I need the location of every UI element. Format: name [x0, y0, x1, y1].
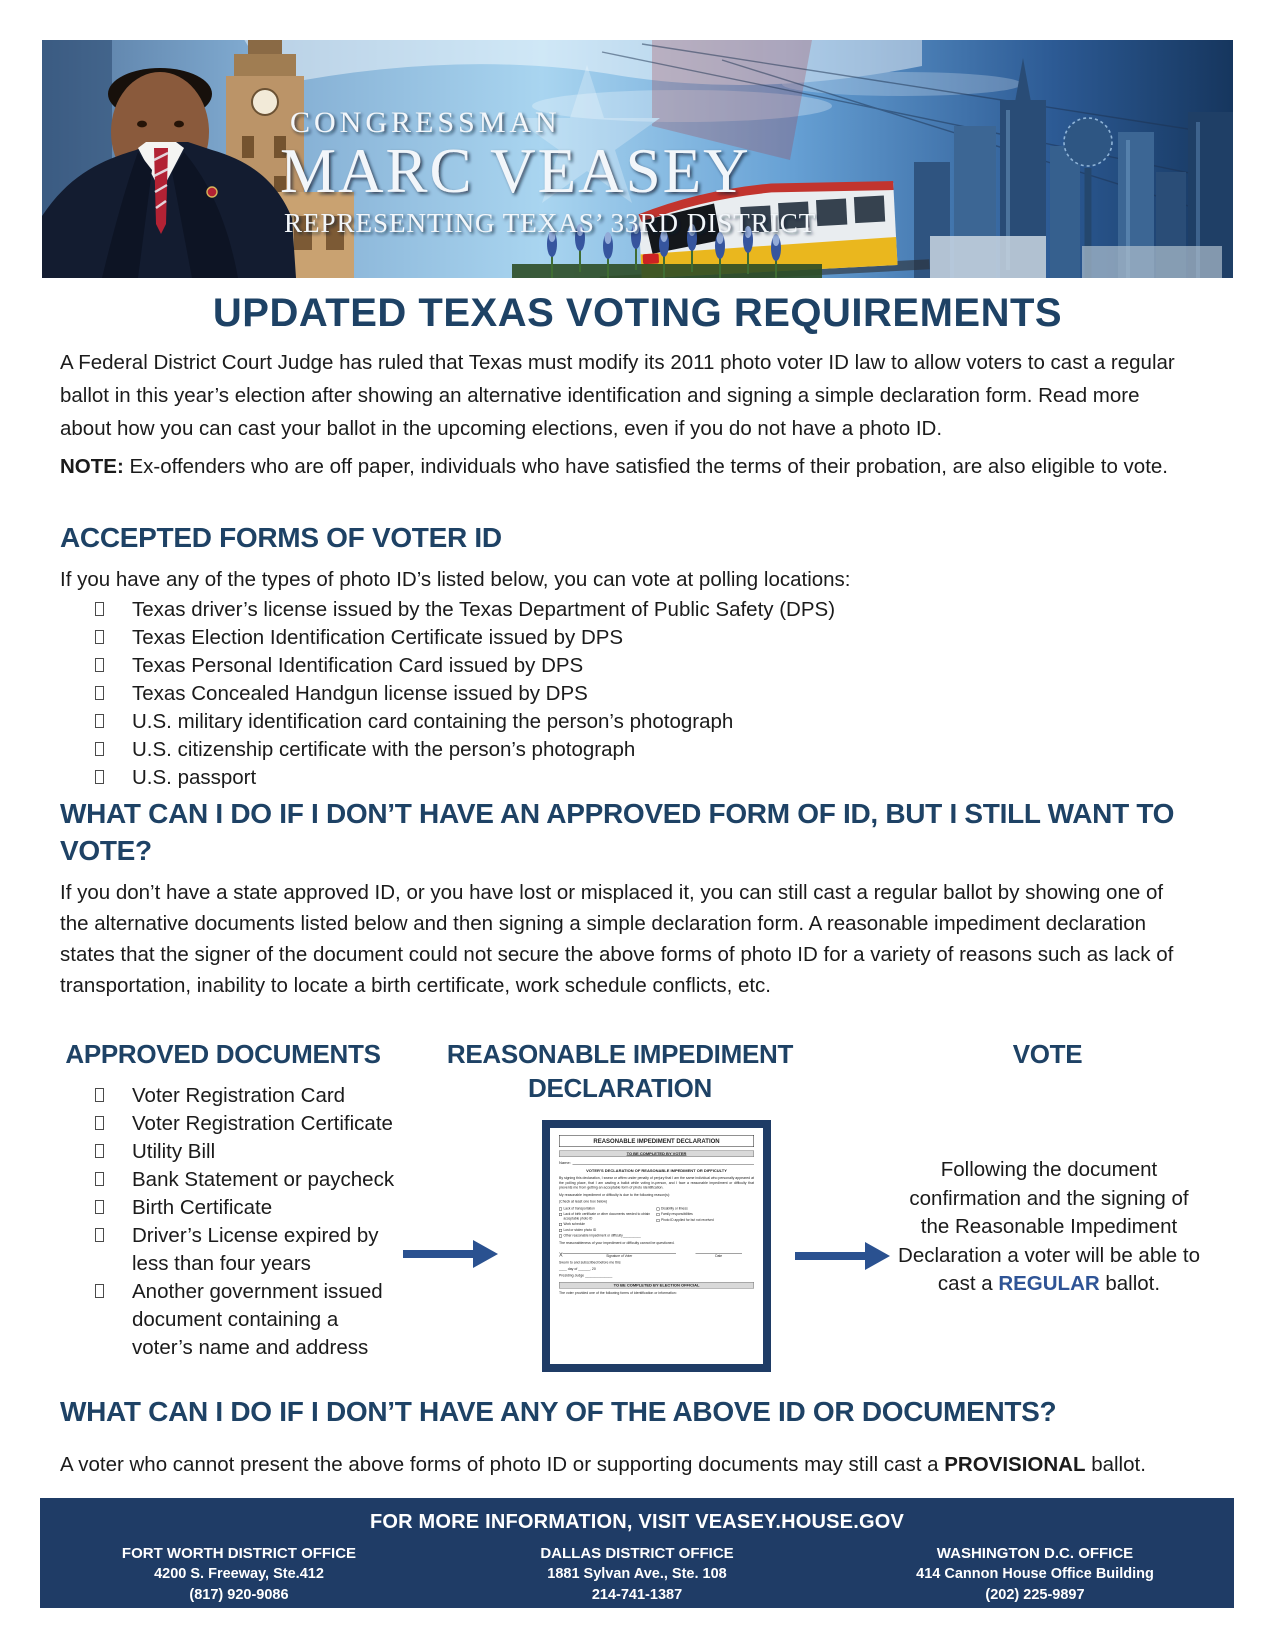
- form-name-label: Name:: [559, 1160, 571, 1165]
- checkbox-bullet-icon: [95, 1228, 104, 1242]
- form-signature-x: X: [559, 1251, 563, 1258]
- form-questioned-note: The reasonableness of your impediment or difficulty cannot be questioned.: [559, 1241, 675, 1245]
- vote-text-after: ballot.: [1099, 1272, 1161, 1295]
- provisional-text-after: ballot.: [1085, 1453, 1146, 1476]
- signature-label: Signature of Voter: [606, 1254, 633, 1258]
- list-item-text: Texas Concealed Handgun license issued by DPS: [132, 682, 588, 705]
- list-item: [95, 1110, 398, 1138]
- list-item-text: Utility Bill: [132, 1140, 216, 1163]
- list-item-text: Texas Election Identification Certificate issued by DPS: [132, 626, 624, 649]
- form-official-banner: TO BE COMPLETED BY ELECTION OFFICIAL: [559, 1282, 754, 1289]
- form-name-row: [559, 1161, 754, 1166]
- banner-pretitle: CONGRESSMAN: [290, 106, 561, 139]
- form-name-line: [572, 1161, 754, 1166]
- form-checkbox-item: [657, 1207, 755, 1211]
- list-item-text: Driver’s License expired by less than four years: [132, 1224, 379, 1275]
- form-checkbox-col-right: [657, 1205, 755, 1238]
- office-name: WASHINGTON D.C. OFFICE: [936, 1545, 1134, 1562]
- form-checkbox-col-left: [559, 1205, 657, 1238]
- form-body-text: By signing this declaration, I swear or affirm under penalty of perjury that I am the same individual who personally appeared at the polling place, that I am casting a ballot while voting in-person, and I face a reasonable impediment or difficulty that prevents me from getting an acceptable form of photo identification.: [559, 1176, 754, 1190]
- list-item: [95, 736, 1145, 764]
- form-check-note: (Check at least one box below): [559, 1199, 608, 1204]
- list-item: [95, 1194, 398, 1222]
- checkbox-icon: [559, 1213, 562, 1216]
- office-phone: 214-741-1387: [591, 1587, 683, 1603]
- office-phone: (202) 225-9897: [985, 1587, 1085, 1603]
- checkbox-icon: [657, 1207, 660, 1210]
- banner-name: MARC VEASEY: [280, 136, 751, 206]
- checkbox-icon: [559, 1223, 562, 1226]
- accepted-forms-intro: If you have any of the types of photo ID’s listed below, you can vote at polling locations:: [60, 568, 851, 591]
- form-checkbox-item: [559, 1228, 657, 1232]
- checkbox-icon: [657, 1219, 660, 1222]
- list-item-text: U.S. military identification card containing the person’s photograph: [132, 710, 734, 733]
- list-item: [95, 680, 1145, 708]
- footer-heading: FOR MORE INFORMATION, VISIT VEASEY.HOUSE.GOV: [369, 1511, 905, 1533]
- page-title: UPDATED TEXAS VOTING REQUIREMENTS: [212, 291, 1063, 335]
- accepted-id-list: [95, 596, 1145, 792]
- form-voter-banner: TO BE COMPLETED BY VOTER: [559, 1151, 754, 1158]
- form-signature-row: [559, 1250, 754, 1258]
- form-checkbox-grid: [559, 1205, 754, 1238]
- form-title: REASONABLE IMPEDIMENT DECLARATION: [559, 1135, 754, 1147]
- checkbox-icon: [559, 1207, 562, 1210]
- form-checkbox-item: [559, 1234, 657, 1238]
- office-block: [438, 1543, 836, 1606]
- form-subtitle: VOTER’S DECLARATION OF REASONABLE IMPEDIMENT OR DIFFICULTY: [586, 1168, 727, 1173]
- office-block: [836, 1543, 1234, 1606]
- form-checkbox-label: Family responsibilities: [661, 1212, 693, 1216]
- form-checkbox-label: Lack of birth certificate or other documents needed to obtain acceptable photo ID: [563, 1212, 651, 1221]
- intro-paragraph: A Federal District Court Judge has ruled that Texas must modify its 2011 photo voter ID law to allow voters to cast a regular ballot in this year’s election after showing an alternative identification and signing a simple declaration form. Read more about how you can cast your ballot in the upcoming elections, even if you do not have a photo ID.: [60, 351, 1175, 440]
- no-approved-id-paragraph: If you don’t have a state approved ID, or you have lost or misplaced it, you can still cast a regular ballot by showing one of the alternative documents listed below and then signing a simple declaration form. A reasonable impediment declaration states that the signer of the document could not secure the above forms of photo ID for a variety of reasons such as lack of transportation, inability to locate a birth certificate, work schedule conflicts, etc.: [60, 881, 1174, 997]
- office-address: 4200 S. Freeway, Ste.412: [154, 1566, 324, 1582]
- form-checkbox-item: [559, 1213, 657, 1222]
- list-item-text: U.S. citizenship certificate with the person’s photograph: [132, 738, 636, 761]
- checkbox-bullet-icon: [95, 630, 104, 644]
- list-item: [95, 1166, 398, 1194]
- accepted-forms-heading: ACCEPTED FORMS OF VOTER ID: [60, 522, 502, 553]
- header-banner-illustration: [42, 40, 1233, 278]
- form-checkbox-label: Photo ID applied for but not received: [661, 1218, 714, 1222]
- checkbox-bullet-icon: [95, 686, 104, 700]
- checkbox-bullet-icon: [95, 658, 104, 672]
- list-item: [95, 1082, 398, 1110]
- office-address: 1881 Sylvan Ave., Ste. 108: [547, 1566, 727, 1582]
- checkbox-bullet-icon: [95, 1116, 104, 1130]
- reasonable-impediment-declaration-form: [542, 1120, 771, 1372]
- checkbox-icon: [657, 1213, 660, 1216]
- vote-column-heading: VOTE: [1012, 1039, 1083, 1069]
- date-line: [695, 1250, 742, 1254]
- checkbox-bullet-icon: [95, 1284, 104, 1298]
- declaration-column-heading: REASONABLE IMPEDIMENT DECLARATION: [446, 1039, 794, 1103]
- office-block: [40, 1543, 438, 1606]
- office-name: FORT WORTH DISTRICT OFFICE: [121, 1545, 357, 1562]
- list-item-text: Voter Registration Card: [132, 1084, 346, 1107]
- form-reason-intro: My reasonable impediment or difficulty is due to the following reason(s):: [559, 1193, 671, 1197]
- checkbox-bullet-icon: [95, 602, 104, 616]
- provisional-text-before: A voter who cannot present the above forms of photo ID or supporting documents may still cast a: [60, 1453, 945, 1476]
- list-item: [95, 764, 1145, 792]
- note-label: NOTE:: [60, 455, 124, 478]
- provisional-highlight: PROVISIONAL: [944, 1453, 1086, 1476]
- form-checkbox-item: [657, 1218, 755, 1222]
- office-name: DALLAS DISTRICT OFFICE: [540, 1545, 734, 1562]
- form-provided-line: The voter provided one of the following forms of identification or information:: [559, 1291, 677, 1295]
- date-label: Date: [715, 1254, 723, 1258]
- list-item-text: Bank Statement or paycheck: [132, 1168, 395, 1191]
- checkbox-bullet-icon: [95, 1088, 104, 1102]
- approved-documents-heading: APPROVED DOCUMENTS: [65, 1039, 381, 1069]
- checkbox-bullet-icon: [95, 1200, 104, 1214]
- arrow-head: [473, 1240, 498, 1268]
- arrow-head: [865, 1242, 890, 1270]
- form-sworn-line: Sworn to and subscribed before me this: [559, 1260, 621, 1265]
- checkbox-icon: [559, 1229, 562, 1232]
- form-day-line: ____ day of ______, 20: [559, 1267, 596, 1271]
- checkbox-bullet-icon: [95, 1172, 104, 1186]
- note-paragraph: [60, 450, 1175, 483]
- checkbox-bullet-icon: [95, 742, 104, 756]
- list-item-text: Another government issued document containing a voter’s name and address: [132, 1280, 383, 1359]
- list-item: [95, 652, 1145, 680]
- provisional-paragraph: [60, 1448, 1175, 1481]
- form-checkbox-label: Lack of transportation: [563, 1206, 595, 1211]
- form-checkbox-label: Disability or illness: [661, 1206, 688, 1211]
- form-checkbox-label: Work schedule: [563, 1222, 585, 1226]
- vote-column-paragraph: [893, 1156, 1205, 1299]
- list-item-text: Texas Personal Identification Card issued by DPS: [132, 654, 584, 677]
- list-item: [95, 708, 1145, 736]
- regular-highlight: REGULAR: [998, 1272, 1100, 1295]
- form-checkbox-item: [559, 1223, 657, 1227]
- arrow-shaft: [403, 1250, 473, 1258]
- list-item-text: U.S. passport: [132, 766, 257, 789]
- note-text: Ex-offenders who are off paper, individuals who have satisfied the terms of their probation, are also eligible to vote.: [123, 455, 1168, 478]
- flow-arrow-icon: [403, 1240, 498, 1268]
- list-item-text: Texas driver’s license issued by the Texas Department of Public Safety (DPS): [132, 598, 836, 621]
- approved-documents-list: [95, 1082, 398, 1362]
- list-item: [95, 1278, 398, 1362]
- checkbox-icon: [559, 1235, 562, 1238]
- list-item: [95, 1138, 398, 1166]
- banner-subtitle: REPRESENTING TEXAS’ 33RD DISTRICT: [284, 208, 817, 238]
- checkbox-bullet-icon: [95, 770, 104, 784]
- no-approved-id-heading: WHAT CAN I DO IF I DON’T HAVE AN APPROVED FORM OF ID, BUT I STILL WANT TO VOTE?: [60, 798, 1175, 866]
- arrow-shaft: [795, 1252, 865, 1260]
- list-item: [95, 1222, 398, 1278]
- flow-arrow-icon: [795, 1242, 890, 1270]
- list-item: [95, 624, 1145, 652]
- checkbox-bullet-icon: [95, 714, 104, 728]
- signature-line: [563, 1250, 676, 1254]
- vote-text-before: Following the document confirmation and the signing of the Reasonable Impediment Declaration a voter will be able to cast a: [898, 1158, 1200, 1295]
- form-checkbox-label: Lost or stolen photo ID: [563, 1228, 597, 1232]
- form-checkbox-item: [657, 1213, 755, 1217]
- checkbox-bullet-icon: [95, 1144, 104, 1158]
- office-address: 414 Cannon House Office Building: [916, 1566, 1154, 1582]
- footer-bar: [40, 1498, 1234, 1608]
- list-item-text: Voter Registration Certificate: [132, 1112, 393, 1135]
- form-paper: [550, 1128, 763, 1364]
- list-item-text: Birth Certificate: [132, 1196, 273, 1219]
- office-phone: (817) 920-9086: [189, 1587, 289, 1603]
- no-documents-heading: WHAT CAN I DO IF I DON’T HAVE ANY OF THE ABOVE ID OR DOCUMENTS?: [60, 1396, 1057, 1427]
- form-checkbox-label: Other reasonable impediment or difficulty__________: [563, 1234, 641, 1238]
- form-judge-line: Presiding Judge ______________: [559, 1273, 613, 1278]
- list-item: [95, 596, 1145, 624]
- form-checkbox-item: [559, 1207, 657, 1211]
- office-list: [40, 1543, 1234, 1606]
